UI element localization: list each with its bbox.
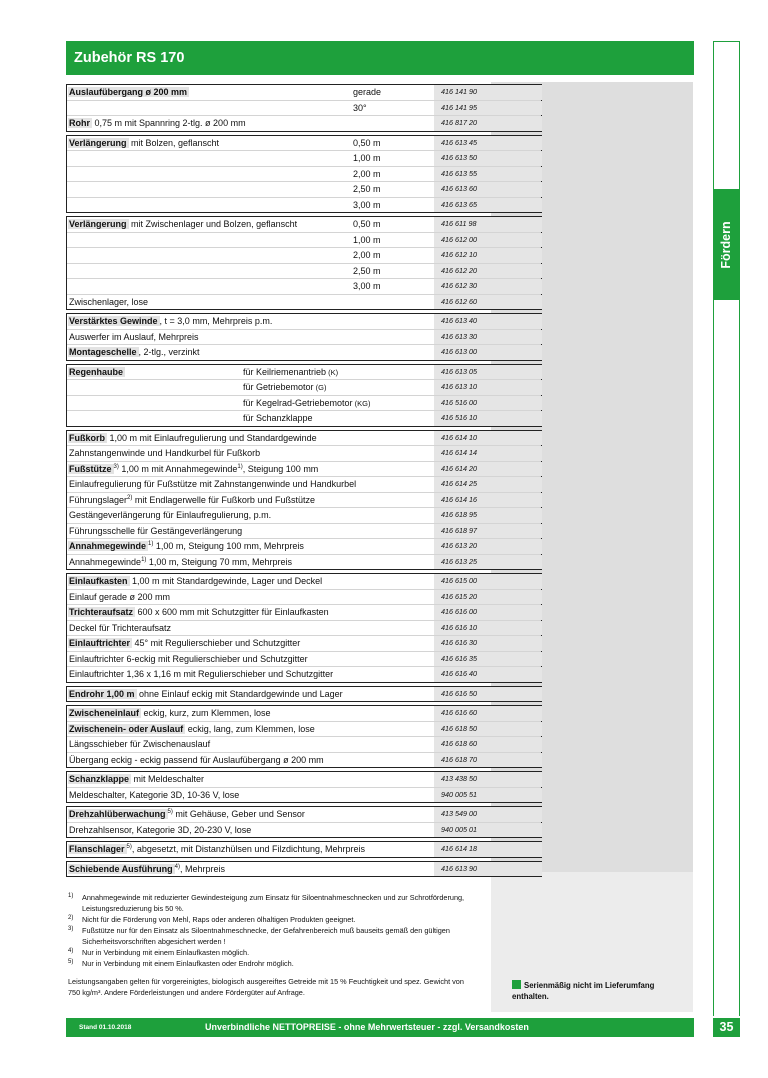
item-description [69,345,200,360]
item-name: Verlängerung [69,137,127,148]
footnote-text: Nur in Verbindung mit einem Einlaufkasten möglich. [82,948,250,957]
item-name: Fußstütze [69,463,112,474]
item-description [69,823,251,838]
item-variant: 2,00 m [353,250,381,260]
article-number: 416 616 60 [441,708,477,717]
article-number: 416 614 16 [441,494,477,504]
footnote-ref: 5) [126,844,132,850]
table-row [67,823,541,838]
table-row [67,667,541,682]
legend-text: Serienmäßig nicht im Lieferumfang enthalten. [512,981,655,1001]
article-number: 416 615 00 [441,576,477,585]
article-number: 416 613 60 [441,184,477,193]
accessory-table [66,84,542,880]
table-row [67,862,541,877]
table-row [67,182,541,198]
item-name: Zwischenein- oder Auslauf [69,723,184,734]
article-number: 416 612 20 [441,265,477,275]
legend-swatch [512,980,521,989]
table-row [67,431,541,447]
item-detail: 600 x 600 mm mit Schutzgitter für Einlaufkasten [135,607,329,617]
item-description [69,330,199,345]
item-variant: 2,50 m [353,265,381,276]
footnote-text: Nicht für die Förderung von Mehl, Raps oder anderen ölhaltigen Produkten geeignet. [82,915,356,924]
article-number: 416 613 65 [441,199,477,209]
article-number: 416 613 90 [441,863,477,873]
item-description [69,590,170,605]
article-number: 416 613 20 [441,541,477,550]
item-detail: mit Gehäuse, Geber und Sensor [172,809,305,819]
table-row [67,264,541,280]
footnote [68,925,468,947]
footnote [68,892,468,914]
footnote [68,914,468,925]
article-number: 416 613 00 [441,347,477,356]
item-name: Zwischeneinlauf [69,708,140,718]
table-group [66,313,542,361]
footnote-ref: 1) [237,463,243,470]
item-description [69,667,333,682]
table-row [67,621,541,637]
item-detail: , Steigung 100 mm [242,463,319,474]
item-description [69,862,225,877]
footer-text: Unverbindliche NETTOPREISE - ohne Mehrwertsteuer - zzgl. Versandkosten [205,1022,529,1032]
item-variant [243,380,326,396]
page-title: Zubehör RS 170 [66,41,694,75]
item-description [69,477,356,492]
item-name: Trichteraufsatz [69,607,134,617]
table-group [66,573,542,683]
item-detail: Einlaufregulierung für Fußstütze mit Zahnstangenwinde und Handkurbel [69,479,357,489]
item-detail: Deckel für Trichteraufsatz [69,622,172,633]
item-description [69,508,271,523]
item-detail: Einlauf gerade ø 200 mm [69,591,171,602]
table-row [67,462,541,478]
item-name: Einlaufkasten [69,576,128,586]
item-description [69,295,148,310]
article-number: 416 611 98 [441,219,477,228]
page-number: 35 [713,1018,740,1037]
right-rail [713,41,740,1016]
article-number: 416 613 25 [441,556,477,566]
table-row [67,446,541,462]
article-number: 416 618 70 [441,754,477,764]
table-row [67,101,541,117]
article-number: 416 612 10 [441,250,477,259]
item-name: Annahmegewinde [69,541,147,551]
table-row [67,508,541,524]
footnote-text: Fußstütze nur für den Einsatz als Siloentnahmeschnecke, der Gefahrenbereich muß bauseits gemäß den gültigen Sicherheitsvorschriften abgesichert werden ! [82,926,450,946]
table-row [67,524,541,540]
table-row [67,136,541,152]
item-description [69,842,365,857]
article-number: 416 614 10 [441,432,477,442]
item-variant [243,365,338,381]
item-description [69,136,219,151]
table-row [67,217,541,233]
item-detail: Übergang eckig - eckig passend für Auslaufübergang ø 200 mm [69,754,324,765]
table-group [66,771,542,803]
item-description [69,772,204,787]
item-description [69,807,305,822]
article-number: 416 616 30 [441,638,477,647]
article-number: 416 141 95 [441,102,477,112]
item-detail: 1,00 m mit Standardgewinde, Lager und Deckel [129,576,323,586]
article-number: 416 615 20 [441,591,477,601]
item-detail: Einlauftrichter 1,36 x 1,16 m mit Regulierschieber und Schutzgitter [69,669,334,679]
article-number: 416 613 45 [441,137,477,147]
item-detail: 1,00 m mit Einlaufregulierung und Standardgewinde [107,432,317,443]
table-group [66,135,542,214]
footnote-list [68,892,468,969]
table-group [66,705,542,768]
table-group [66,364,542,427]
item-description [69,314,272,329]
item-description [69,217,297,232]
item-name: Verlängerung [69,219,127,229]
table-row [67,737,541,753]
table-row [67,380,541,396]
article-number: 416 612 30 [441,281,477,290]
article-number: 416 616 35 [441,653,477,663]
item-name: Regenhaube [69,366,124,377]
item-variant: 1,00 m [353,234,381,245]
item-detail: mit Bolzen, geflanscht [128,137,220,148]
table-row [67,706,541,722]
article-number: 416 614 20 [441,463,477,473]
item-detail: 0,75 m mit Spannring 2-tlg. ø 200 mm [92,118,246,128]
article-number: 416 618 60 [441,739,477,748]
item-description [69,539,304,554]
article-number: 940 005 51 [441,789,477,799]
article-number: 416 612 60 [441,296,477,306]
item-description [69,753,324,768]
variant-code: (KG) [352,398,371,408]
table-row [67,574,541,590]
item-detail: Einlauftrichter 6-eckig mit Regulierschieber und Schutzgitter [69,653,308,664]
table-row [67,295,541,310]
item-description [69,555,292,570]
footer-date: Stand 01.10.2018 [79,1024,132,1031]
article-number: 416 613 05 [441,366,477,376]
item-variant: 0,50 m [353,137,381,148]
table-row [67,345,541,360]
table-group [66,861,542,878]
article-number: 416 616 40 [441,669,477,678]
article-number: 416 141 90 [441,87,477,96]
table-row [67,842,541,857]
footnote-ref: 4) [174,863,181,870]
item-description [69,737,210,752]
item-variant: 3,00 m [353,199,381,210]
item-detail: Zwischenlager, lose [69,296,149,307]
table-row [67,788,541,803]
item-detail: mit Meldeschalter [131,774,205,784]
item-description [69,636,300,651]
item-description [69,605,329,620]
variant-name: für Schanzklappe [243,413,313,423]
item-detail: ohne Einlauf eckig mit Standardgewinde und Lager [136,688,343,699]
table-group [66,841,542,858]
item-detail: Führungsschelle für Gestängeverlängerung [69,525,243,536]
item-variant: gerade [353,87,382,97]
table-row [67,330,541,346]
item-detail: 1,00 m, Steigung 70 mm, Mehrpreis [146,556,292,567]
article-number: 416 613 55 [441,168,477,178]
table-row [67,493,541,509]
table-row [67,151,541,167]
table-row [67,233,541,249]
table-group [66,430,542,571]
article-number: 416 613 10 [441,382,477,391]
article-number: 413 549 00 [441,809,477,818]
item-description [69,621,171,636]
item-description [69,431,317,446]
item-description [69,652,308,667]
article-number: 416 616 10 [441,622,477,632]
article-number: 416 817 20 [441,118,477,127]
table-row [67,167,541,183]
item-detail: Gestängeverlängerung für Einlaufregulierung, p.m. [69,510,272,520]
table-row [67,411,541,426]
item-name: Schiebende Ausführung [69,863,173,874]
item-description [69,116,246,131]
item-description [69,493,315,508]
footnote-number: 4) [68,948,74,954]
item-description [69,524,242,539]
article-number: 416 612 00 [441,234,477,244]
item-detail: 1,00 m, Steigung 100 mm, Mehrpreis [153,541,304,551]
footnote-ref: 1) [148,541,154,547]
article-number: 940 005 01 [441,824,477,834]
table-row [67,116,541,131]
item-detail: , 2-tlg., verzinkt [138,347,200,357]
table-row [67,539,541,555]
item-description [69,462,318,477]
table-row [67,753,541,768]
footnote-number: 5) [68,959,74,965]
item-detail: , t = 3,0 mm, Mehrpreis p.m. [159,316,273,326]
article-number: 416 516 00 [441,397,477,407]
table-group [66,216,542,310]
item-detail: eckig, kurz, zum Klemmen, lose [141,708,271,718]
table-row [67,807,541,823]
item-name: Drehzahlüberwachung [69,809,166,819]
table-row [67,605,541,621]
item-detail: 1,00 m mit Annahmegewinde [118,463,238,474]
item-name: Schanzklappe [69,774,130,784]
article-number: 416 614 18 [441,844,477,853]
general-note: Leistungsangaben gelten für vorgereinigtes, biologisch ausgereiftes Getreide mit 15 % Feuchtigkeit und spez. Gewicht von 750 kg/m³. Andere Förderleistungen und andere Fördergüter auf Anfrage. [68,977,464,997]
item-name: Fußkorb [69,432,105,443]
item-description [69,446,260,461]
table-group [66,686,542,703]
variant-name: für Kegelrad-Getriebemotor [243,397,353,408]
footnote [68,947,468,958]
item-variant: 2,00 m [353,168,381,179]
item-detail: Auswerfer im Auslauf, Mehrpreis [69,331,199,342]
item-detail: Meldeschalter, Kategorie 3D, 10-36 V, lose [69,789,240,800]
table-group [66,84,542,132]
item-description [69,722,315,737]
side-tab-label: Fördern [719,221,733,269]
article-number: 416 618 50 [441,723,477,733]
item-description [69,574,322,589]
footnote-ref: 1) [141,556,147,563]
item-variant [243,411,313,426]
article-number: 416 616 00 [441,607,477,616]
table-row [67,772,541,788]
item-variant: 0,50 m [353,219,381,229]
variant-code: (K) [326,367,339,377]
item-detail: eckig, lang, zum Klemmen, lose [185,723,315,734]
article-number: 416 613 50 [441,153,477,162]
item-detail: Zahnstangenwinde und Handkurbel für Fußkorb [69,448,261,458]
table-row [67,279,541,295]
item-detail: mit Endlagerwelle für Fußkorb und Fußstütze [132,494,315,505]
item-description [69,365,125,380]
item-name: Montageschelle [69,347,137,357]
item-variant: 1,00 m [353,153,381,163]
table-row [67,396,541,412]
table-row [67,477,541,493]
footnote-text: Nur in Verbindung mit einem Einlaufkasten oder Endrohr möglich. [82,959,294,968]
item-detail: Längsschieber für Zwischenauslauf [69,739,211,749]
variant-name: für Getriebemotor [243,382,314,392]
table-row [67,198,541,213]
item-name: Auslaufübergang ø 200 mm [69,87,188,97]
footnote-ref: 2) [127,494,133,501]
table-row [67,636,541,652]
table-group [66,806,542,838]
item-variant: 3,00 m [353,281,381,291]
article-number: 416 618 95 [441,510,477,519]
item-detail: 45° mit Regulierschieber und Schutzgitter [132,638,301,648]
article-number: 416 613 40 [441,316,477,325]
article-number: 416 616 50 [441,688,477,698]
item-variant: 30° [353,102,367,113]
table-row [67,687,541,702]
item-name: Rohr [69,118,90,128]
footnote [68,958,468,969]
item-detail: , abgesetzt, mit Distanzhülsen und Filzdichtung, Mehrpreis [131,844,365,854]
table-row [67,590,541,606]
article-number: 413 438 50 [441,774,477,783]
item-description [69,85,189,100]
article-number: 416 618 97 [441,525,477,535]
item-description [69,687,343,702]
article-number: 416 614 25 [441,479,477,488]
article-number: 416 613 30 [441,331,477,341]
item-detail: Drehzahlsensor, Kategorie 3D, 20-230 V, lose [69,824,252,835]
footnotes [68,892,468,998]
item-variant: 2,50 m [353,184,381,194]
item-description [69,788,239,803]
article-number: 416 516 10 [441,413,477,422]
footnote-text: Annahmegewinde mit reduzierter Gewindesteigung zum Einsatz für Siloentnahmeschnecken und zur Schrotförderung, Leistungsreduzierung bis 50 %. [82,893,465,913]
table-row [67,555,541,570]
item-variant [243,396,370,412]
legend [512,980,692,1002]
item-description [69,706,271,721]
table-row [67,652,541,668]
item-detail: mit Zwischenlager und Bolzen, geflanscht [128,219,298,229]
footnote-ref: 3) [113,463,119,470]
variant-name: für Keilriemenantrieb [243,366,327,377]
table-row [67,85,541,101]
item-detail: Annahmegewinde [69,556,142,567]
item-name: Endrohr 1,00 m [69,688,135,699]
table-row [67,248,541,264]
footnote-number: 3) [68,926,74,932]
item-name: Verstärktes Gewinde [69,316,158,326]
item-name: Flanschlager [69,844,125,854]
item-detail: , Mehrpreis [180,863,226,874]
footnote-number: 1) [68,893,74,899]
variant-code: (G) [313,383,327,392]
footnote-number: 2) [68,915,74,921]
article-number: 416 614 14 [441,448,477,457]
item-name: Einlauftrichter [69,638,131,648]
footnote-ref: 5) [167,809,173,815]
table-row [67,722,541,738]
table-row [67,365,541,381]
item-detail: Führungslager [69,494,128,505]
table-row [67,314,541,330]
footer [66,1018,694,1037]
